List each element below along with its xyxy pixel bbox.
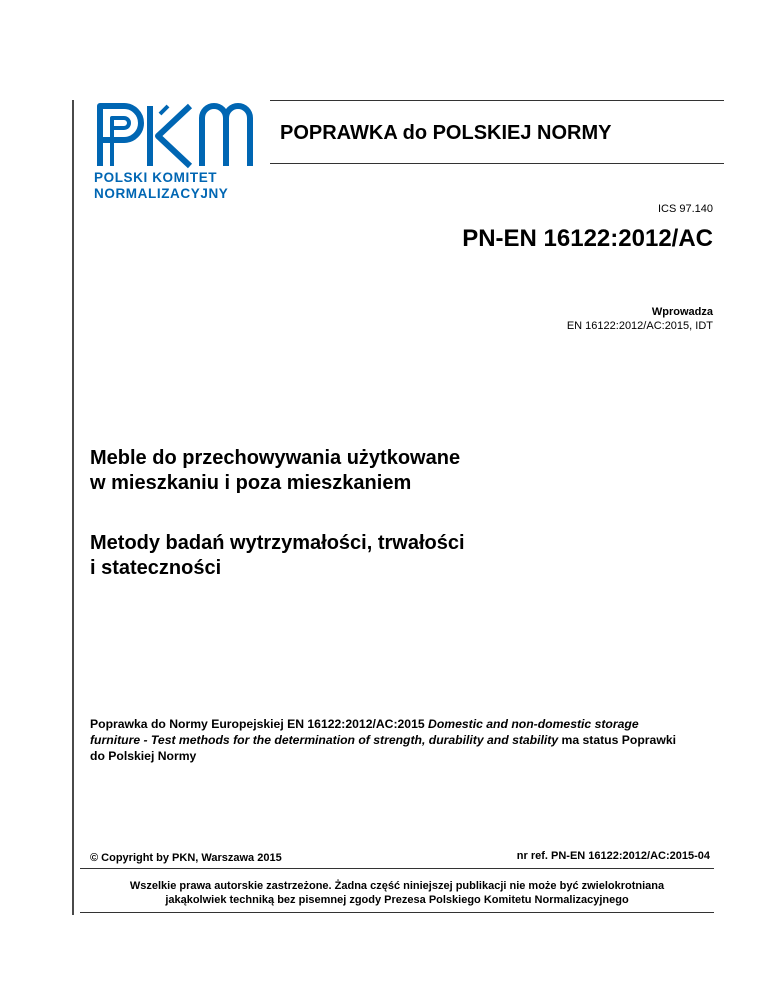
- status-suffix: ma status Poprawki do Polskiej Normy: [90, 733, 676, 763]
- introduces-label: Wprowadza: [651, 306, 713, 318]
- logo-line-1: POLSKI KOMITET: [94, 170, 218, 185]
- polish-title: [90, 446, 670, 496]
- header-bottom-rule: [270, 163, 724, 164]
- polish-subtitle-line-2: i stateczności: [90, 557, 222, 579]
- pkn-logo-text: [94, 170, 264, 202]
- pkn-logo: [94, 100, 264, 202]
- ics-code: ICS 97.140: [657, 203, 713, 215]
- english-title: Domestic and non-domestic storage furniture - Test methods for the determination of strength, durability and stability: [90, 717, 639, 747]
- document-type-title: POPRAWKA do POLSKIEJ NORMY: [280, 122, 612, 144]
- footer-top-rule: [80, 868, 714, 869]
- polish-subtitle: [90, 531, 670, 581]
- polish-title-line-2: w mieszkaniu i poza mieszkaniem: [90, 472, 412, 494]
- polish-title-line-1: Meble do przechowywania użytkowane: [90, 447, 461, 469]
- header-top-rule: [270, 100, 724, 101]
- rights-line-2: jakąkolwiek techniką bez pisemnej zgody Prezesa Polskiego Komitetu Normalizacyjnego: [165, 894, 629, 906]
- introduces-reference: EN 16122:2012/AC:2015, IDT: [566, 320, 713, 332]
- polish-subtitle-line-1: Metody badań wytrzymałości, trwałości: [90, 532, 465, 554]
- rights-notice: [80, 879, 714, 907]
- status-prefix: Poprawka do Normy Europejskiej EN 16122:2012/AC:2015: [90, 717, 429, 731]
- reference-number: nr ref. PN-EN 16122:2012/AC:2015-04: [516, 850, 710, 862]
- left-margin-rule: [72, 100, 74, 915]
- copyright-notice: © Copyright by PKN, Warszawa 2015: [90, 852, 282, 864]
- rights-line-1: Wszelkie prawa autorskie zastrzeżone. Żadna część niniejszej publikacji nie może być zwielokrotniana: [129, 880, 665, 892]
- logo-line-2: NORMALIZACYJNY: [94, 186, 229, 201]
- status-statement: [90, 716, 690, 764]
- pkn-logo-mark: [94, 100, 264, 170]
- footer-bottom-rule: [80, 912, 714, 913]
- norm-identifier: PN-EN 16122:2012/AC: [462, 225, 713, 252]
